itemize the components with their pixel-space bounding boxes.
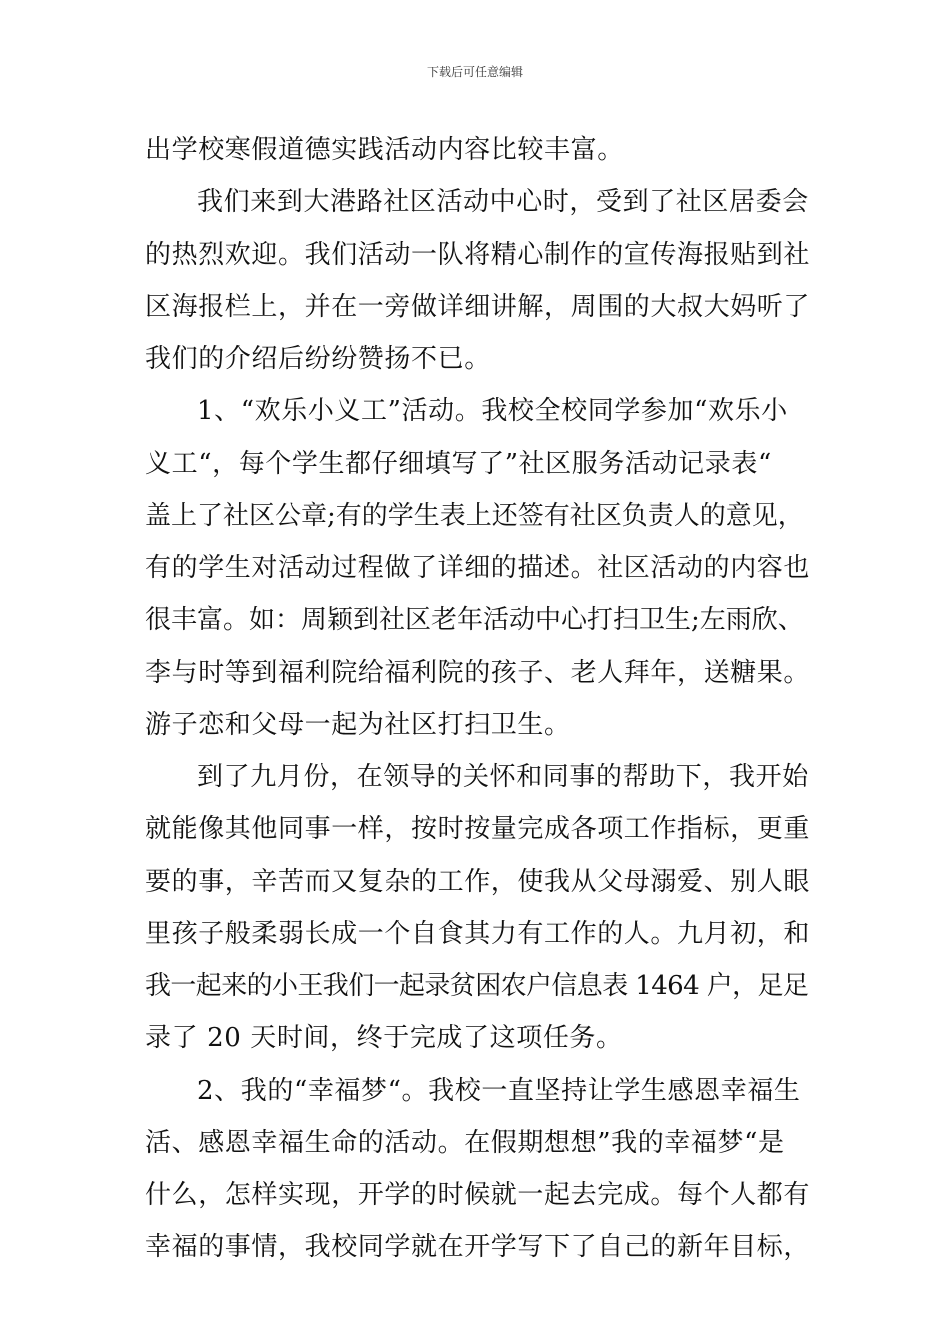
- text-line: 活、感恩幸福生命的活动。在假期想想”我的幸福梦“是: [145, 1127, 785, 1158]
- text-line: 义工“，每个学生都仔细填写了”社区服务活动记录表“: [145, 448, 772, 479]
- document-body: [145, 124, 810, 1274]
- paragraph-first-line: 1、“欢乐小义工”活动。我校全校同学参加“欢乐小: [197, 396, 788, 427]
- text-line: 的热烈欢迎。我们活动一队将精心制作的宣传海报贴到社: [145, 239, 811, 270]
- text-line: 出学校寒假道德实践活动内容比较丰富。: [145, 135, 624, 165]
- text-line: 录了 20 天时间，终于完成了这项任务。: [145, 1023, 623, 1054]
- text-line: 里孩子般柔弱长成一个自食其力有工作的人。九月初，和: [145, 918, 811, 949]
- text-line: 有的学生对活动过程做了详细的描述。社区活动的内容也: [145, 553, 811, 583]
- text-line: 要的事，辛苦而又复杂的工作，使我从父母溺爱、别人眼: [145, 866, 811, 897]
- paragraph-first-line: 到了九月份，在领导的关怀和同事的帮助下，我开始: [197, 762, 809, 792]
- paragraph-first-line: 我们来到大港路社区活动中心时，受到了社区居委会: [197, 187, 809, 218]
- text-line: 李与时等到福利院给福利院的孩子、老人拜年，送糖果。: [145, 657, 811, 688]
- page-header-note: 下载后可任意编辑: [426, 65, 523, 79]
- text-line: 幸福的事情，我校同学就在开学写下了自己的新年目标，: [145, 1232, 811, 1263]
- text-line: 我们的介绍后纷纷赞扬不已。: [145, 344, 491, 374]
- text-line: 什么，怎样实现，开学的时候就一起去完成。每个人都有: [145, 1180, 811, 1210]
- text-line: 很丰富。如：周颖到社区老年活动中心打扫卫生;左雨欣、: [145, 605, 804, 636]
- text-line: 区海报栏上，并在一旁做详细讲解，周围的大叔大妈听了: [145, 291, 811, 322]
- text-line: 就能像其他同事一样，按时按量完成各项工作指标，更重: [145, 814, 811, 845]
- text-line: 我一起来的小王我们一起录贫困农户信息表 1464 户，足足: [145, 971, 809, 1001]
- text-line: 盖上了社区公章;有的学生表上还签有社区负责人的意见，: [145, 500, 804, 531]
- text-line: 游子恋和父母一起为社区打扫卫生。: [145, 709, 571, 740]
- paragraph-first-line: 2、我的“幸福梦“。我校一直坚持让学生感恩幸福生: [197, 1075, 801, 1106]
